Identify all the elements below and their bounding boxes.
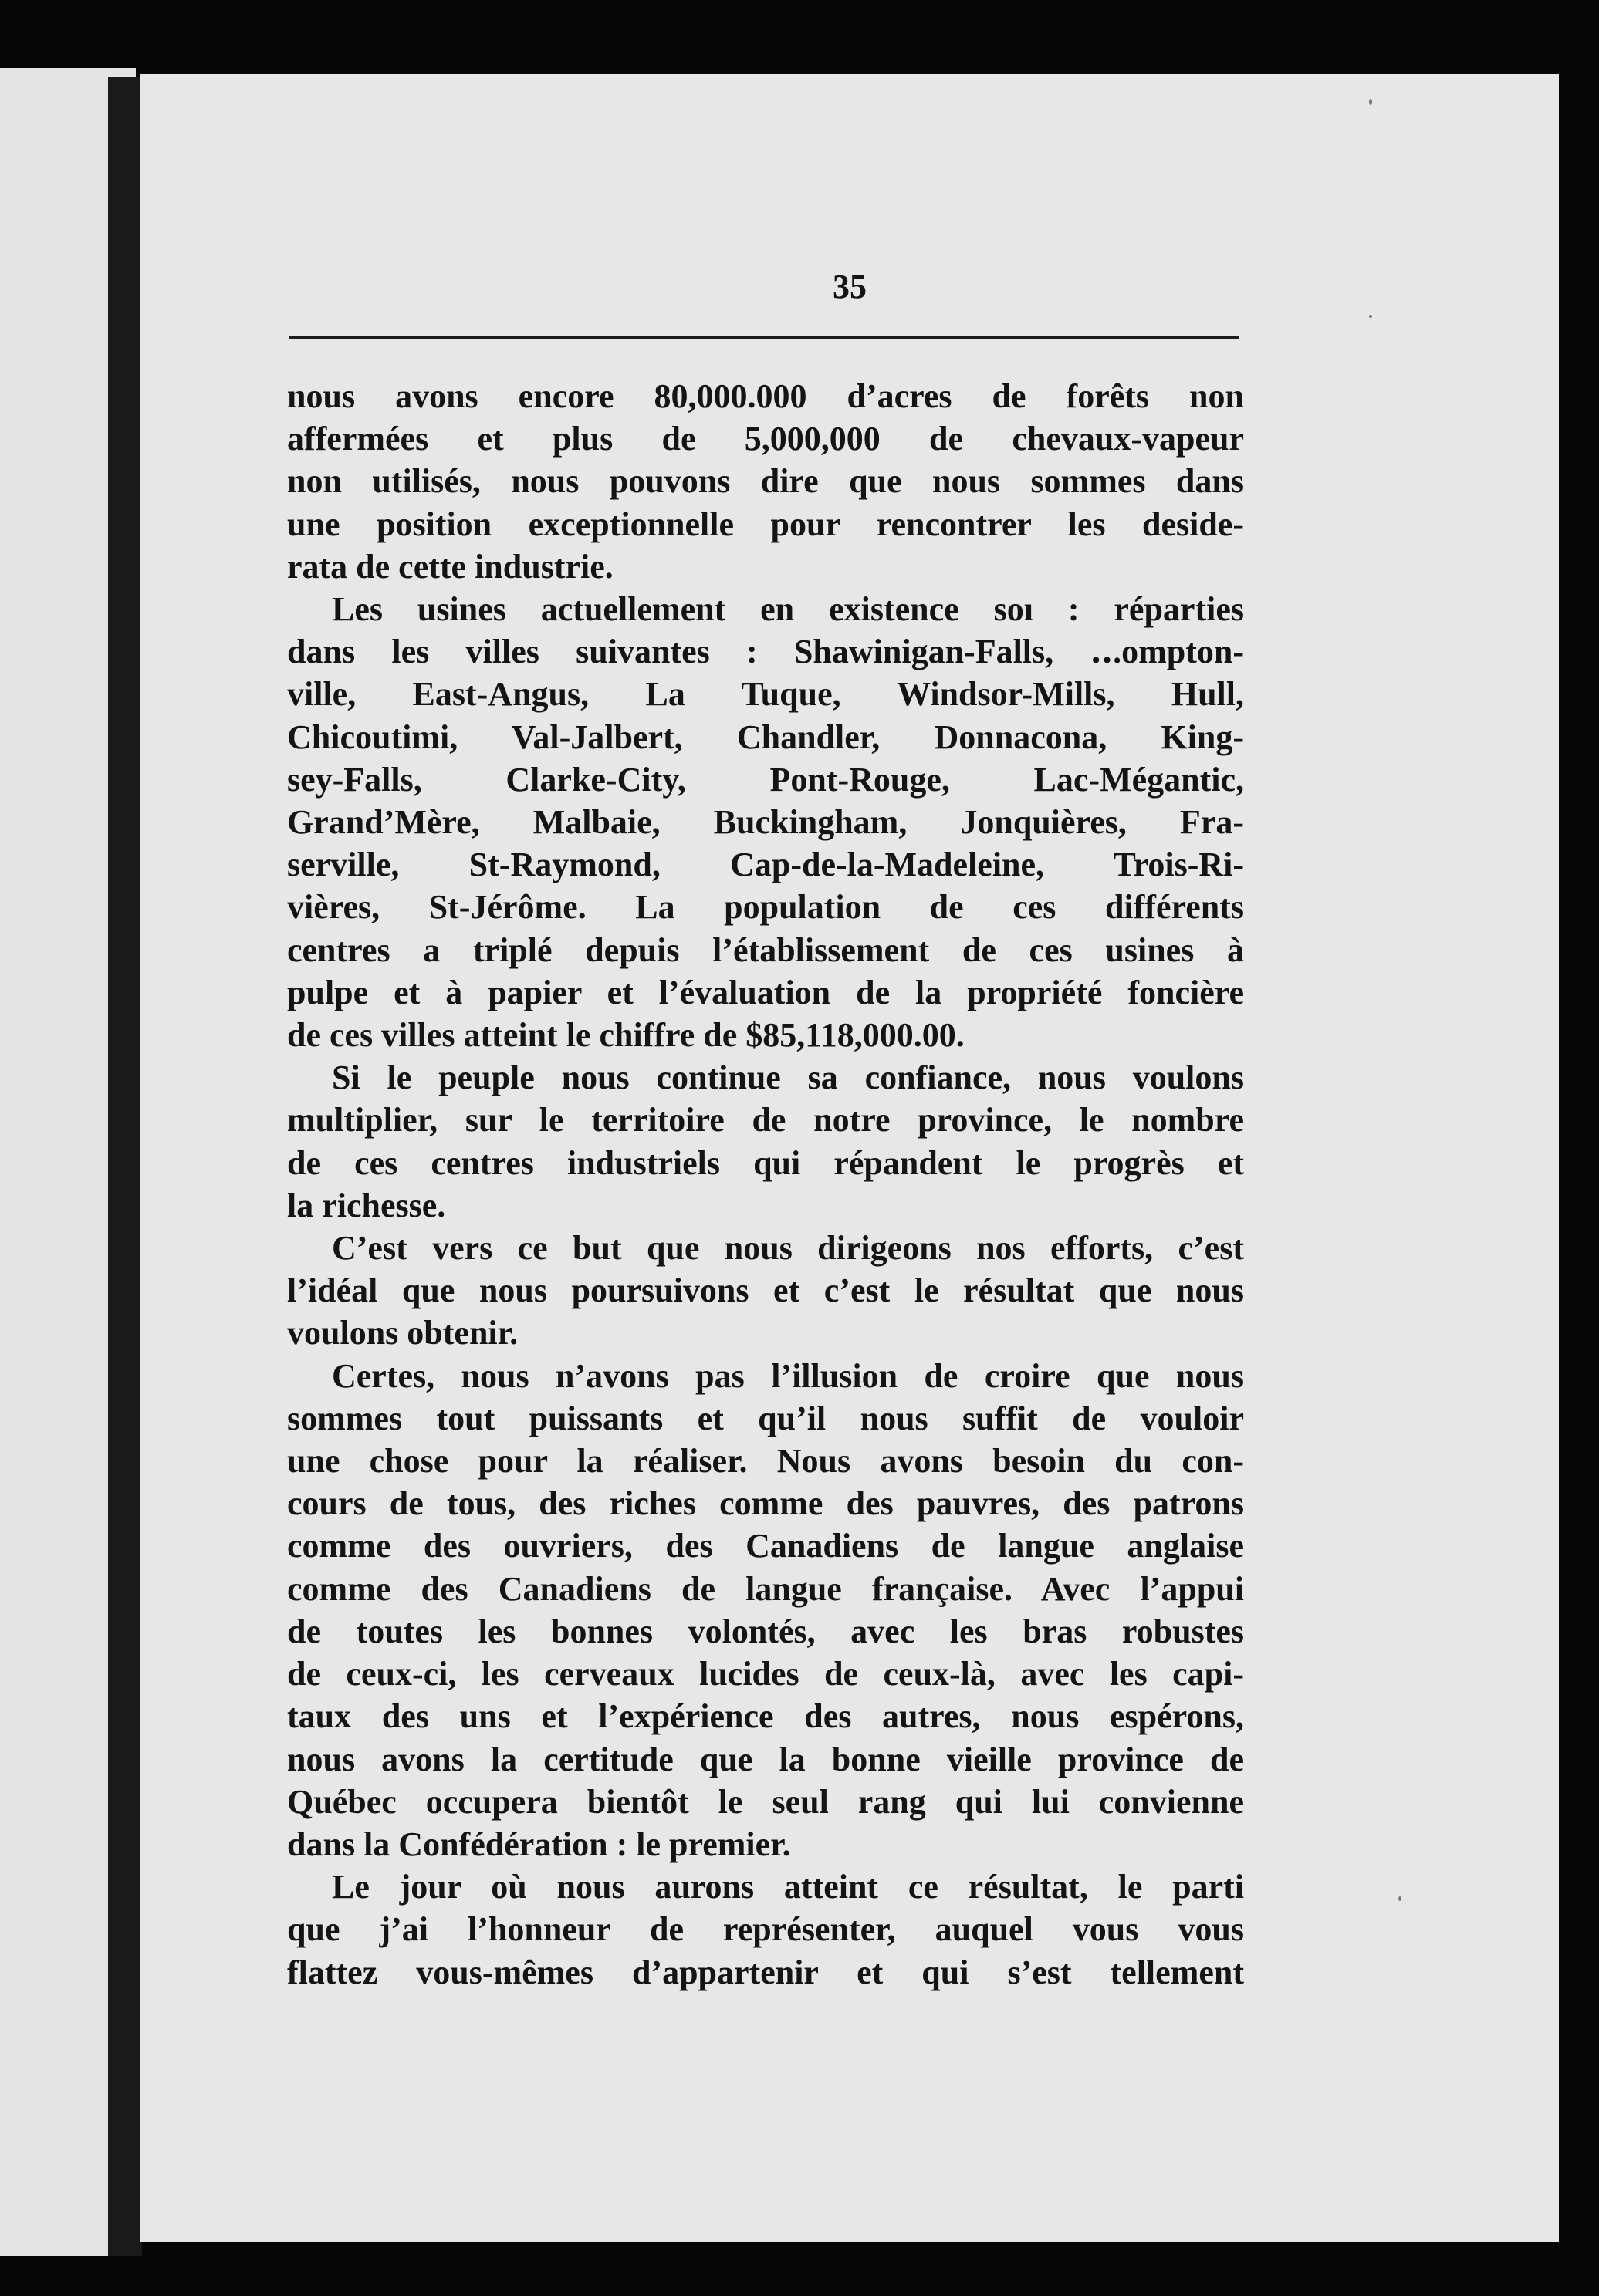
text-line: nous avons encore 80,000.000 d’acres de forêts non xyxy=(287,377,1244,415)
text-line: voulons obtenir. xyxy=(287,1314,519,1352)
text-line: dans la Confédération : le premier. xyxy=(287,1825,791,1863)
text-line: Grand’Mère, Malbaie, Buckingham, Jonquières, Fra- xyxy=(287,803,1244,842)
header-rule xyxy=(289,336,1239,339)
text-line: C’est vers ce but que nous dirigeons nos efforts, c’est xyxy=(332,1229,1244,1268)
text-line: centres a triplé depuis l’établissement de ces usines à xyxy=(287,930,1244,969)
text-line: dans les villes suivantes : Shawinigan-Falls, ‥.ompton- xyxy=(287,633,1244,671)
text-line: Le jour où nous aurons atteint ce résultat, le parti xyxy=(332,1868,1244,1906)
text-line: taux des uns et l’expérience des autres, nous espérons, xyxy=(287,1697,1244,1736)
text-line: de ces villes atteint le chiffre de $85,118,000.00. xyxy=(287,1016,965,1055)
text-line: l’idéal que nous poursuivons et c’est le résultat que nous xyxy=(287,1271,1244,1310)
text-line: cours de tous, des riches comme des pauvres, des patrons xyxy=(287,1484,1244,1523)
text-line: Chicoutimi, Val-Jalbert, Chandler, Donnacona, King- xyxy=(287,718,1244,756)
text-line: comme des Canadiens de langue française. Avec l’appui xyxy=(287,1569,1244,1608)
text-line: sey-Falls, Clarke-City, Pont-Rouge, Lac-Mégantic, xyxy=(287,760,1244,799)
text-line: vières, St-Jérôme. La population de ces différents xyxy=(287,888,1244,927)
text-line: Certes, nous n’avons pas l’illusion de croire que nous xyxy=(332,1356,1244,1395)
text-line: serville, St-Raymond, Cap-de-la-Madeleine, Trois-Ri- xyxy=(287,846,1244,884)
book-gutter xyxy=(108,77,142,2256)
text-line: Si le peuple nous continue sa confiance, nous voulons xyxy=(332,1059,1244,1097)
text-line: de ceux-ci, les cerveaux lucides de ceux-là, avec les capi- xyxy=(287,1655,1244,1693)
text-line: que j’ai l’honneur de représenter, auquel vous vous xyxy=(287,1910,1244,1949)
text-line: de toutes les bonnes volontés, avec les bras robustes xyxy=(287,1612,1244,1650)
text-line: de ces centres industriels qui répandent le progrès et xyxy=(287,1143,1244,1182)
text-line: sommes tout puissants et qu’il nous suffit de vouloir xyxy=(287,1399,1244,1437)
dust-speck xyxy=(1369,99,1372,105)
book-page xyxy=(140,74,1559,2242)
text-line: nous avons la certitude que la bonne vieille province de xyxy=(287,1740,1244,1778)
text-line: la richesse. xyxy=(287,1186,446,1224)
text-line: multiplier, sur le territoire de notre province, le nombre xyxy=(287,1101,1244,1140)
dust-speck xyxy=(1398,1896,1401,1901)
dust-speck xyxy=(1369,315,1372,318)
page-number: 35 xyxy=(833,268,867,306)
text-line: flattez vous-mêmes d’appartenir et qui s’est tellement xyxy=(287,1953,1244,1991)
text-line: rata de cette industrie. xyxy=(287,547,614,586)
text-line: une position exceptionnelle pour rencontrer les deside- xyxy=(287,505,1244,543)
text-line: une chose pour la réaliser. Nous avons besoin du con- xyxy=(287,1442,1244,1481)
body-text xyxy=(287,375,1244,1994)
text-line: non utilisés, nous pouvons dire que nous sommes dans xyxy=(287,462,1244,501)
text-line: ville, East-Angus, La Tuque, Windsor-Mills, Hull, xyxy=(287,675,1244,714)
text-line: pulpe et à papier et l’évaluation de la propriété foncière xyxy=(287,973,1244,1011)
text-line: Les usines actuellement en existence soı : réparties xyxy=(332,590,1244,629)
text-line: comme des ouvriers, des Canadiens de langue anglaise xyxy=(287,1527,1244,1565)
text-line: affermées et plus de 5,000,000 de chevaux-vapeur xyxy=(287,420,1244,458)
text-line: Québec occupera bientôt le seul rang qui lui convienne xyxy=(287,1782,1244,1821)
